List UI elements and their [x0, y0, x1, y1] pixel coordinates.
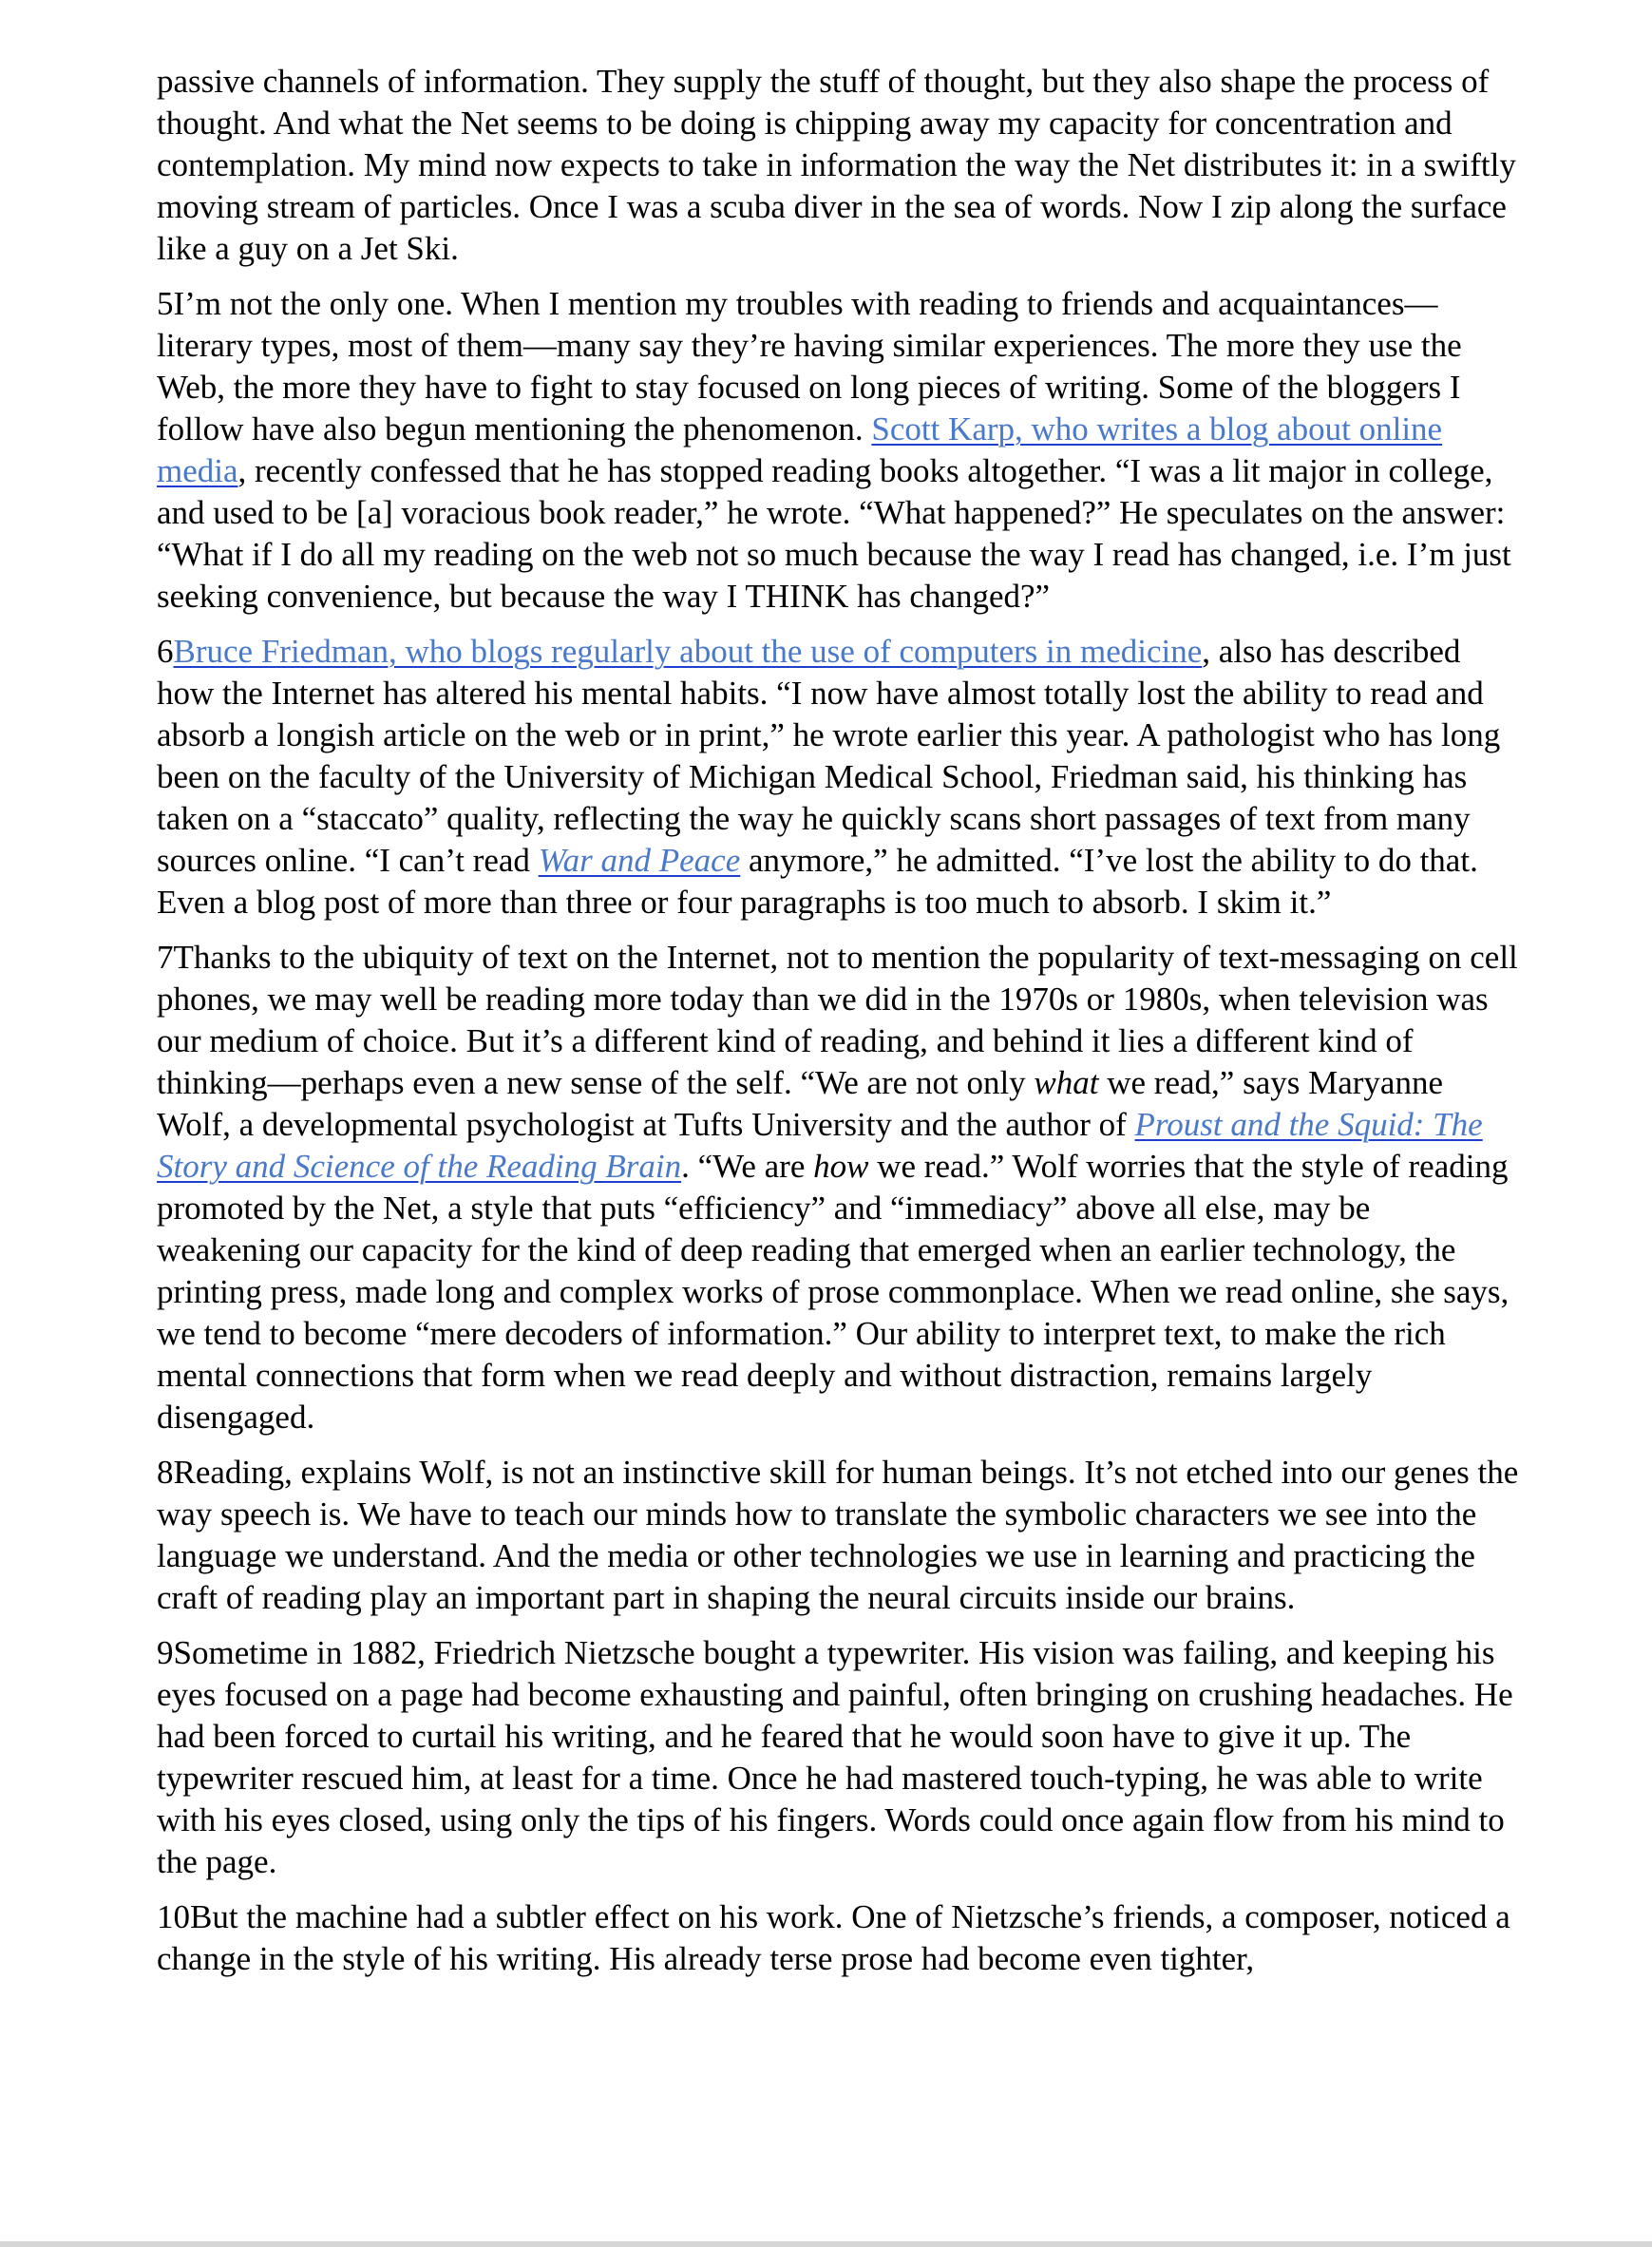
paragraph-text: passive channels of information. They supply the stuff of thought, but they also shape the process of thought. And what the Net seems to be doing is chipping away my capacity for concentration and contemplation. My mind now expects to take in information the way the Net distributes it: in a swiftly moving stream of particles. Once I was a scuba diver in the sea of words. Now I zip along the surface like a guy on a Jet Ski.: [157, 63, 1516, 267]
paragraph-4-continued: [157, 61, 1520, 270]
emphasis-what: what: [1034, 1064, 1099, 1101]
document-page: [157, 61, 1520, 1993]
paragraph-8: [157, 1452, 1520, 1619]
paragraph-text: we read,” says Maryanne Wolf, a developmental psychologist at Tufts University and the author of: [157, 1064, 1443, 1143]
paragraph-7: [157, 937, 1520, 1438]
war-and-peace-link[interactable]: War and Peace: [538, 842, 741, 879]
paragraph-10: [157, 1896, 1520, 1980]
paragraph-number: 8: [157, 1454, 174, 1491]
paragraph-number: 6: [157, 633, 174, 670]
paragraph-text: . “We are: [681, 1148, 814, 1185]
emphasis-how: how: [813, 1148, 869, 1185]
paragraph-text: Reading, explains Wolf, is not an instinctive skill for human beings. It’s not etched into our genes the way speech is. We have to teach our minds how to translate the symbolic characters we see into the language we understand. And the media or other technologies we use in learning and practicing the craft of reading play an important part in shaping the neural circuits inside our brains.: [157, 1454, 1519, 1616]
paragraph-number: 5: [157, 285, 174, 322]
paragraph-text: But the machine had a subtler effect on his work. One of Nietzsche’s friends, a composer, noticed a change in the style of his writing. His already terse prose had become even tighter,: [157, 1898, 1510, 1977]
scott-karp-link[interactable]: Scott Karp, who writes a blog about online media: [157, 410, 1443, 489]
paragraph-number: 9: [157, 1634, 174, 1671]
paragraph-text: Thanks to the ubiquity of text on the Internet, not to mention the popularity of text-messaging on cell phones, we may well be reading more today than we did in the 1970s or 1980s, when television was our medium of choice. But it’s a different kind of reading, and behind it lies a different kind of thinking—perhaps even a new sense of the self. “We are not only: [157, 939, 1518, 1101]
paragraph-text: anymore,” he admitted. “I’ve lost the ability to do that. Even a blog post of more than three or four paragraphs is too much to absorb. I skim it.”: [157, 842, 1478, 921]
paragraph-text: Sometime in 1882, Friedrich Nietzsche bought a typewriter. His vision was failing, and keeping his eyes focused on a page had become exhausting and painful, often bringing on crushing headaches. He had been forced to curtail his writing, and he feared that he would soon have to give it up. The typewriter rescued him, at least for a time. Once he had mastered touch-typing, he was able to write with his eyes closed, using only the tips of his fingers. Words could once again flow from his mind to the page.: [157, 1634, 1513, 1880]
paragraph-5: [157, 283, 1520, 618]
paragraph-text: I’m not the only one. When I mention my troubles with reading to friends and acquaintances—literary types, most of them—many say they’re having similar experiences. The more they use the Web, the more they have to fight to stay focused on long pieces of writing. Some of the bloggers I follow have also begun mentioning the phenomenon.: [157, 285, 1462, 447]
bruce-friedman-link[interactable]: Bruce Friedman, who blogs regularly about the use of computers in medicine: [173, 633, 1203, 670]
paragraph-text: we read.” Wolf worries that the style of reading promoted by the Net, a style that puts “efficiency” and “immediacy” above all else, may be weakening our capacity for the kind of deep reading that emerged when an earlier technology, the printing press, made long and complex works of prose commonplace. When we read online, she says, we tend to become “mere decoders of information.” Our ability to interpret text, to make the rich mental connections that form when we read deeply and without distraction, remains largely disengaged.: [157, 1148, 1510, 1436]
paragraph-text: , recently confessed that he has stopped reading books altogether. “I was a lit major in college, and used to be [a] voracious book reader,” he wrote. “What happened?” He speculates on the answer: “What if I do all my reading on the web not so much because the way I read has changed, i.e. I’m just seeking convenience, but because the way I THINK has changed?”: [157, 452, 1511, 615]
paragraph-number: 10: [157, 1898, 190, 1935]
page-bottom-divider: [0, 2241, 1652, 2247]
paragraph-text: , also has described how the Internet has altered his mental habits. “I now have almost totally lost the ability to read and absorb a longish article on the web or in print,” he wrote earlier this year. A pathologist who has long been on the faculty of the University of Michigan Medical School, Friedman said, his thinking has taken on a “staccato” quality, reflecting the way he quickly scans short passages of text from many sources online. “I can’t read: [157, 633, 1501, 879]
proust-and-the-squid-link[interactable]: Proust and the Squid: The Story and Science of the Reading Brain: [157, 1106, 1483, 1185]
paragraph-9: [157, 1632, 1520, 1883]
paragraph-6: [157, 631, 1520, 924]
paragraph-number: 7: [157, 939, 174, 976]
